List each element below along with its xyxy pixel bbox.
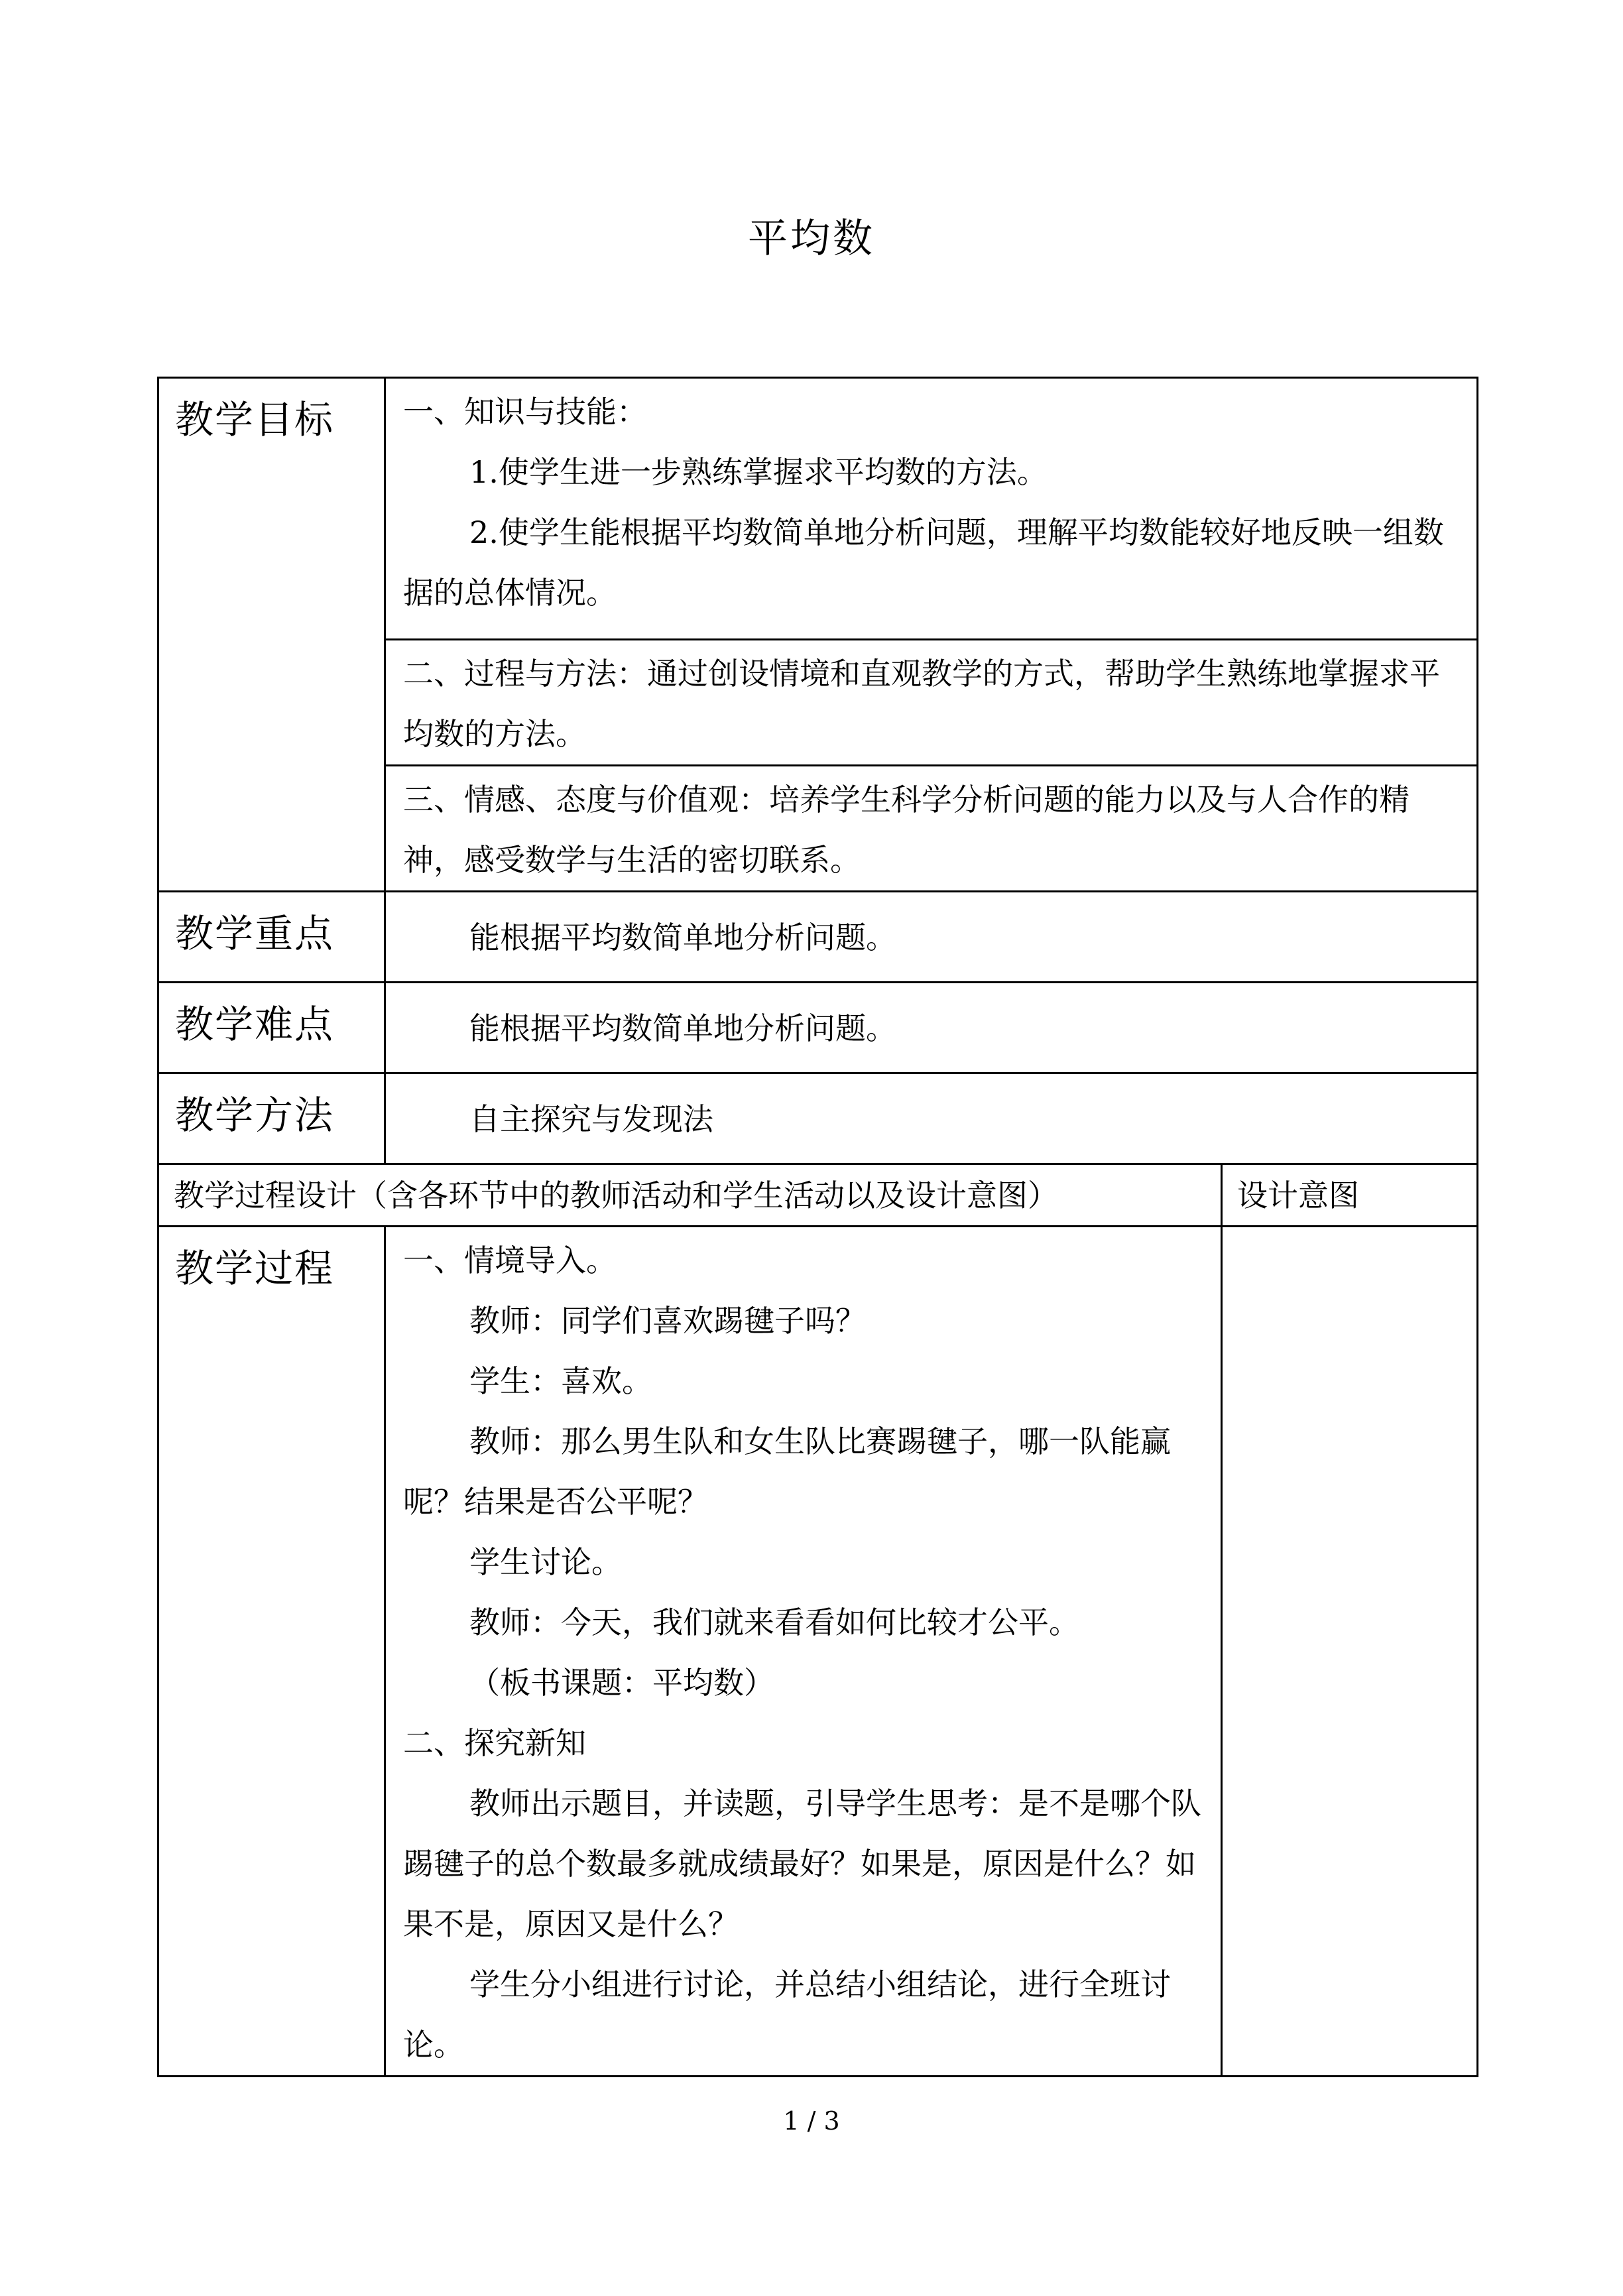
process-line: 教师：今天，我们就来看看如何比较才公平。 <box>469 1604 1079 1640</box>
design-header-right: 设计意图 <box>1222 1164 1478 1227</box>
knowledge-heading: 一、知识与技能： <box>403 394 647 430</box>
difficulty-row <box>158 983 1478 1073</box>
process-line: 学生：喜欢。 <box>469 1363 652 1399</box>
design-header-row <box>158 1164 1478 1227</box>
process-line: 学生分小组进行讨论，并总结小组结论，进行全班讨论。 <box>403 1966 1171 2063</box>
design-intent-cell <box>1222 1227 1478 2077</box>
method-text: 自主探究与发现法 <box>385 1073 1478 1164</box>
process-row <box>158 1227 1478 2077</box>
process-line: 教师：那么男生队和女生队比赛踢毽子，哪一队能赢呢？结果是否公平呢？ <box>403 1423 1171 1520</box>
lesson-plan-table <box>157 377 1478 2077</box>
difficulty-text: 能根据平均数简单地分析问题。 <box>385 983 1478 1073</box>
page-number: 1 / 3 <box>783 2106 840 2136</box>
objectives-process-text: 二、过程与方法：通过创设情境和直观教学的方式，帮助学生熟练地掌握求平均数的方法。 <box>385 640 1478 766</box>
objectives-emotion-text: 三、情感、态度与价值观：培养学生科学分析问题的能力以及与人合作的精神，感受数学与生活的密切联系。 <box>385 766 1478 892</box>
method-label: 教学方法 <box>158 1073 385 1164</box>
knowledge-item-1: 1.使学生进一步熟练掌握求平均数的方法。 <box>469 454 1048 490</box>
method-row <box>158 1073 1478 1164</box>
design-header-left: 教学过程设计（含各环节中的教师活动和学生活动以及设计意图） <box>158 1164 1222 1227</box>
process-line: 一、情境导入。 <box>403 1242 617 1278</box>
document-title: 平均数 <box>748 215 875 262</box>
process-label: 教学过程 <box>158 1227 385 2077</box>
objectives-knowledge-cell <box>385 378 1478 640</box>
process-line: 学生讨论。 <box>469 1544 622 1580</box>
process-line: 二、探究新知 <box>403 1725 586 1761</box>
process-line: 教师出示题目，并读题，引导学生思考：是不是哪个队踢毽子的总个数最多就成绩最好？如果是，原因是什么？如果不是，原因又是什么？ <box>403 1785 1201 1942</box>
process-line: （板书课题：平均数） <box>469 1665 774 1701</box>
knowledge-item-2: 2.使学生能根据平均数简单地分析问题，理解平均数能较好地反映一组数据的总体情况。 <box>403 514 1444 611</box>
process-content <box>385 1227 1222 2077</box>
objectives-label: 教学目标 <box>158 378 385 892</box>
key-point-row <box>158 892 1478 983</box>
process-line: 教师：同学们喜欢踢毽子吗？ <box>469 1303 866 1339</box>
key-point-text: 能根据平均数简单地分析问题。 <box>385 892 1478 983</box>
difficulty-label: 教学难点 <box>158 983 385 1073</box>
objectives-row-knowledge <box>158 378 1478 640</box>
key-point-label: 教学重点 <box>158 892 385 983</box>
